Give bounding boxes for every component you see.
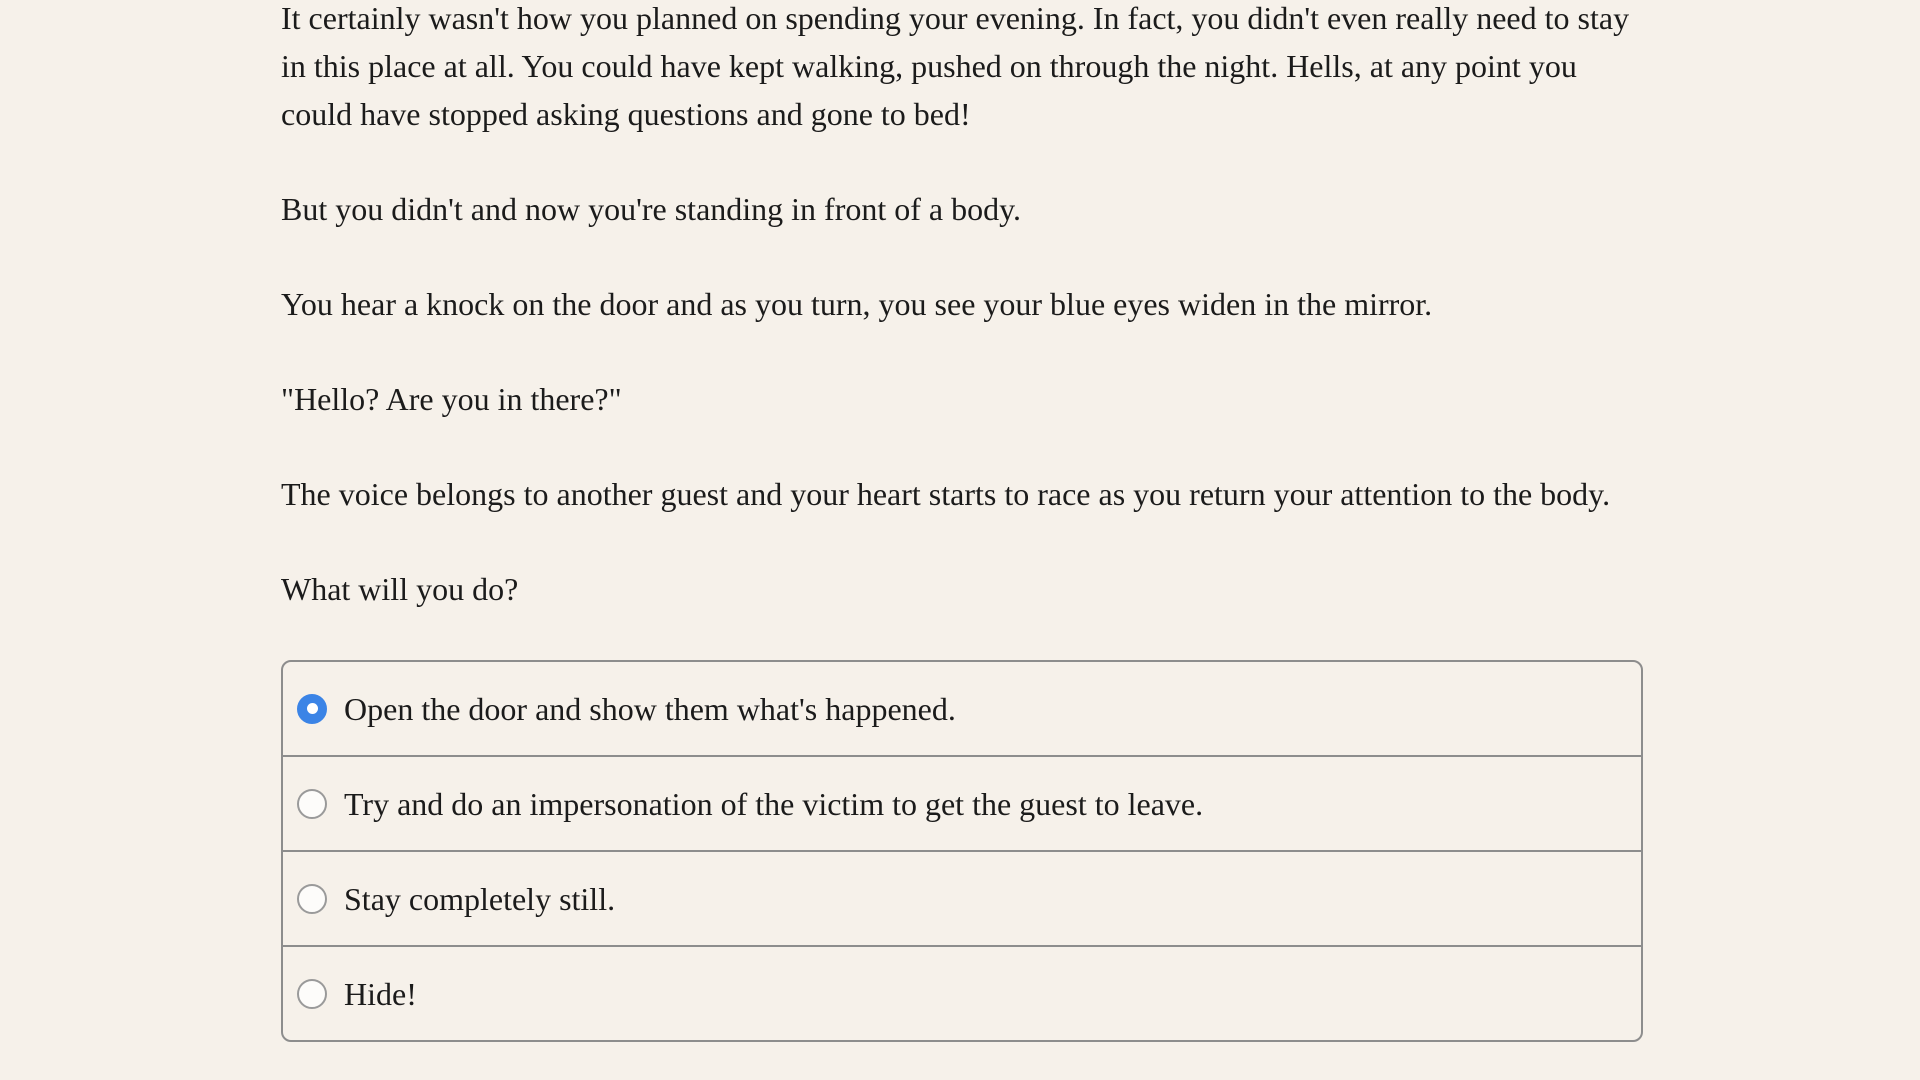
radio-button[interactable] <box>297 694 327 724</box>
choice-option-open-door[interactable] <box>283 662 1641 755</box>
story-column <box>281 0 1643 1042</box>
choice-label: Hide! <box>344 975 417 1012</box>
choice-label: Open the door and show them what's happened. <box>344 690 956 727</box>
choice-option-stay-still[interactable] <box>283 850 1641 945</box>
story-paragraph: "Hello? Are you in there?" <box>281 381 622 417</box>
radio-button[interactable] <box>297 789 327 819</box>
story-paragraph: It certainly wasn't how you planned on spending your evening. In fact, you didn't even really need to stay in this place at all. You could have kept walking, pushed on through the night. Hells, at any point you could have stopped asking questions and gone to bed! <box>281 0 1630 132</box>
choice-option-hide[interactable] <box>283 945 1641 1040</box>
story-paragraph: But you didn't and now you're standing in front of a body. <box>281 191 1022 227</box>
story-prompt: What will you do? <box>281 571 519 607</box>
choice-label: Try and do an impersonation of the victim to get the guest to leave. <box>344 785 1204 822</box>
radio-button[interactable] <box>297 979 327 1009</box>
story-paragraph: You hear a knock on the door and as you turn, you see your blue eyes widen in the mirror. <box>281 286 1433 322</box>
story-paragraph: The voice belongs to another guest and your heart starts to race as you return your attention to the body. <box>281 476 1611 512</box>
choice-option-impersonation[interactable] <box>283 755 1641 850</box>
choice-group <box>281 660 1643 1042</box>
choice-label: Stay completely still. <box>344 880 616 917</box>
radio-button[interactable] <box>297 884 327 914</box>
